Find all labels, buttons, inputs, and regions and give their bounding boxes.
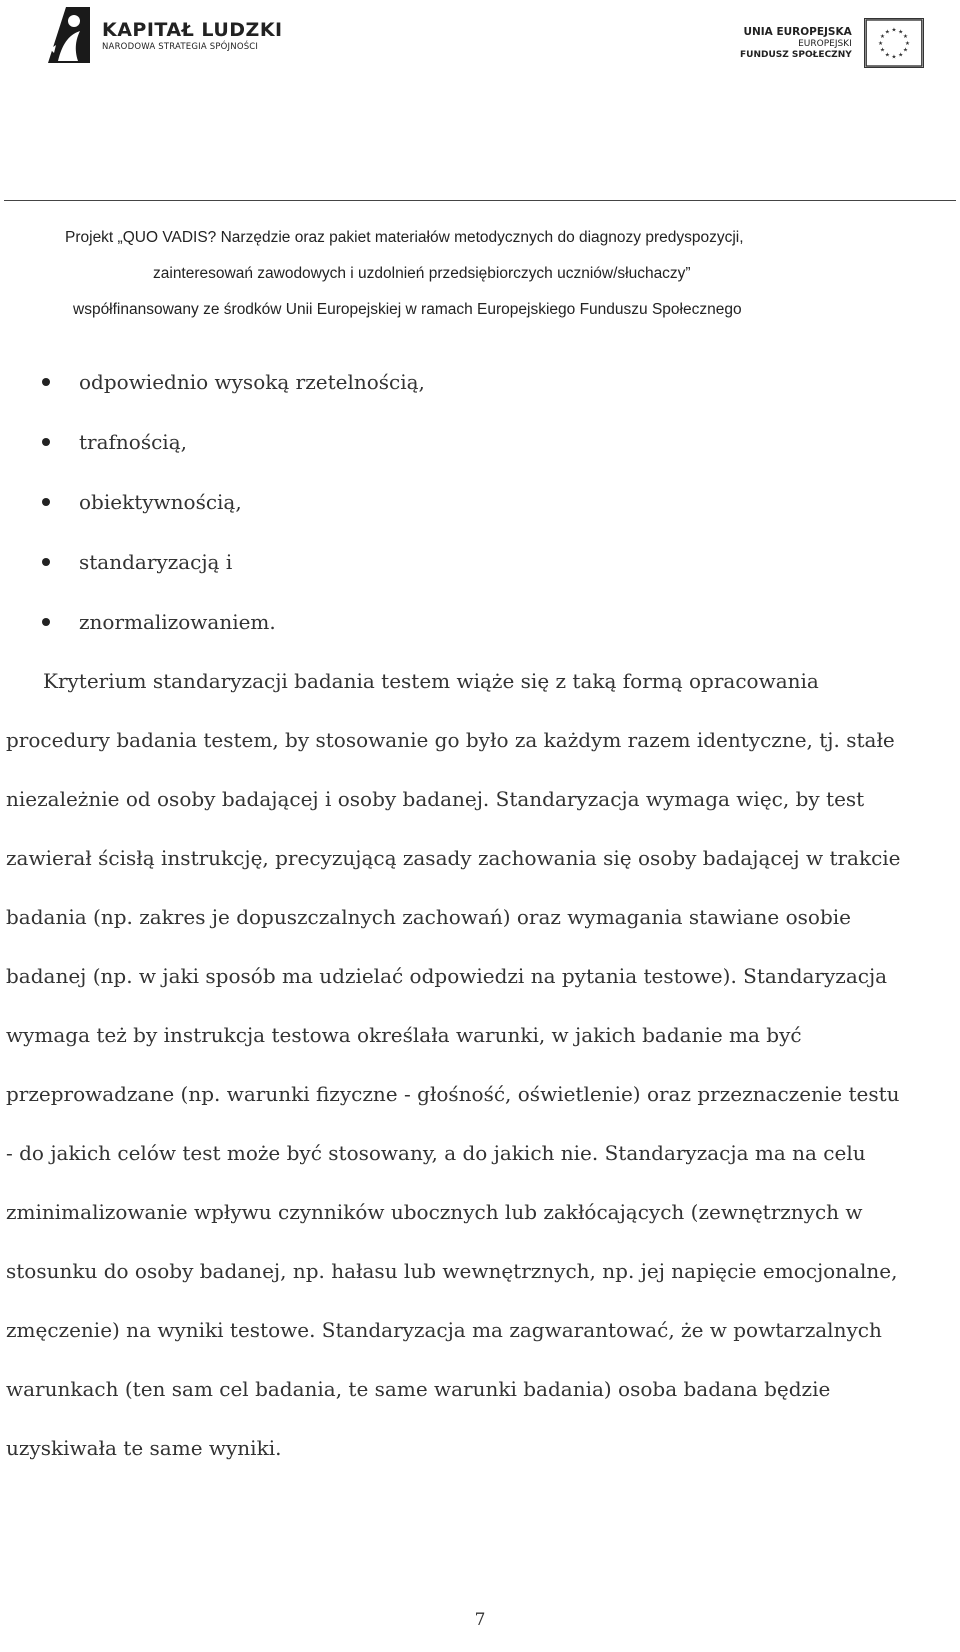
- standardization-paragraph: [6, 652, 956, 1478]
- eu-logo-line1: UNIA EUROPEJSKA: [743, 25, 852, 38]
- paragraph-line: przeprowadzane (np. warunki fizyczne - głośność, oświetlenie) oraz przeznaczenie testu: [6, 1082, 900, 1106]
- list-item: [0, 472, 425, 532]
- svg-text:★: ★: [902, 34, 908, 41]
- paragraph-line: badania (np. zakres je dopuszczalnych zachowań) oraz wymagania stawiane osobie: [6, 905, 852, 929]
- paragraph-line: badanej (np. w jaki sposób ma udzielać odpowiedzi na pytania testowe). Standaryzacja: [6, 964, 888, 988]
- list-item: [0, 412, 425, 472]
- svg-text:★: ★: [897, 52, 904, 59]
- list-item-text: standaryzacją i: [79, 550, 233, 574]
- paragraph-line: stosunku do osoby badanej, np. hałasu lub wewnętrznych, np. jej napięcie emocjonalne,: [6, 1259, 898, 1283]
- bullet-icon: [42, 558, 50, 566]
- eu-logo-line2: EUROPEJSKI: [798, 38, 852, 49]
- logo-title: KAPITAŁ LUDZKI: [102, 19, 283, 41]
- project-header: [0, 220, 960, 328]
- bullet-icon: [42, 438, 50, 446]
- criteria-list: [0, 352, 425, 652]
- bullet-icon: [42, 498, 50, 506]
- list-item: [0, 592, 425, 652]
- list-item: [0, 532, 425, 592]
- list-item-text: znormalizowaniem.: [79, 610, 276, 634]
- kapital-ludzki-emblem-icon: [44, 5, 94, 67]
- header-line-1: Projekt „QUO VADIS? Narzędzie oraz pakiet materiałów metodycznych do diagnozy predyspozycji,: [65, 229, 744, 246]
- list-item-text: trafnością,: [79, 430, 187, 454]
- logo-subtitle: NARODOWA STRATEGIA SPÓJNOŚCI: [102, 42, 259, 52]
- paragraph-line: wymaga też by instrukcja testowa określała warunki, w jakich badanie ma być: [6, 1023, 802, 1047]
- header-line-2: zainteresowań zawodowych i uzdolnień przedsiębiorczych uczniów/słuchaczy”: [153, 265, 691, 282]
- paragraph-line: procedury badania testem, by stosowanie go było za każdym razem identyczne, tj. stałe: [6, 728, 895, 752]
- paragraph-line: uzyskiwała te same wyniki.: [6, 1436, 282, 1460]
- paragraph-line: zawierał ścisłą instrukcję, precyzującą zasady zachowania się osoby badającej w trakcie: [6, 846, 901, 870]
- header-line-3: współfinansowany ze środków Unii Europejskiej w ramach Europejskiego Funduszu Społecznego: [73, 301, 742, 318]
- list-item: [0, 352, 425, 412]
- bullet-icon: [42, 618, 50, 626]
- kapital-ludzki-logo: [44, 5, 283, 67]
- svg-text:★: ★: [904, 40, 910, 47]
- svg-text:★: ★: [891, 27, 897, 34]
- svg-text:★: ★: [879, 34, 885, 41]
- page-number: 7: [474, 1610, 486, 1630]
- list-item-text: obiektywnością,: [79, 490, 242, 514]
- eu-logo: [740, 18, 924, 68]
- svg-text:★: ★: [891, 54, 897, 61]
- paragraph-line: warunkach (ten sam cel badania, te same warunki badania) osoba badana będzie: [6, 1377, 831, 1401]
- header-divider: [4, 200, 956, 201]
- eu-flag-icon: [864, 18, 924, 68]
- svg-text:★: ★: [884, 29, 890, 36]
- svg-text:★: ★: [902, 47, 908, 54]
- svg-text:★: ★: [884, 52, 890, 59]
- svg-text:★: ★: [877, 40, 883, 47]
- paragraph-line: Kryterium standaryzacji badania testem wiąże się z taką formą opracowania: [43, 669, 819, 693]
- paragraph-line: zmęczenie) na wyniki testowe. Standaryzacja ma zagwarantować, że w powtarzalnych: [6, 1318, 882, 1342]
- list-item-text: odpowiednio wysoką rzetelnością,: [79, 370, 425, 394]
- paragraph-line: zminimalizowanie wpływu czynników ubocznych lub zakłócających (zewnętrznych w: [6, 1200, 863, 1224]
- svg-text:★: ★: [879, 47, 885, 54]
- eu-logo-line3: FUNDUSZ SPOŁECZNY: [740, 49, 852, 60]
- paragraph-line: - do jakich celów test może być stosowany, a do jakich nie. Standaryzacja ma na celu: [6, 1141, 866, 1165]
- paragraph-line: niezależnie od osoby badającej i osoby badanej. Standaryzacja wymaga więc, by test: [6, 787, 865, 811]
- svg-text:★: ★: [897, 29, 904, 36]
- bullet-icon: [42, 378, 50, 386]
